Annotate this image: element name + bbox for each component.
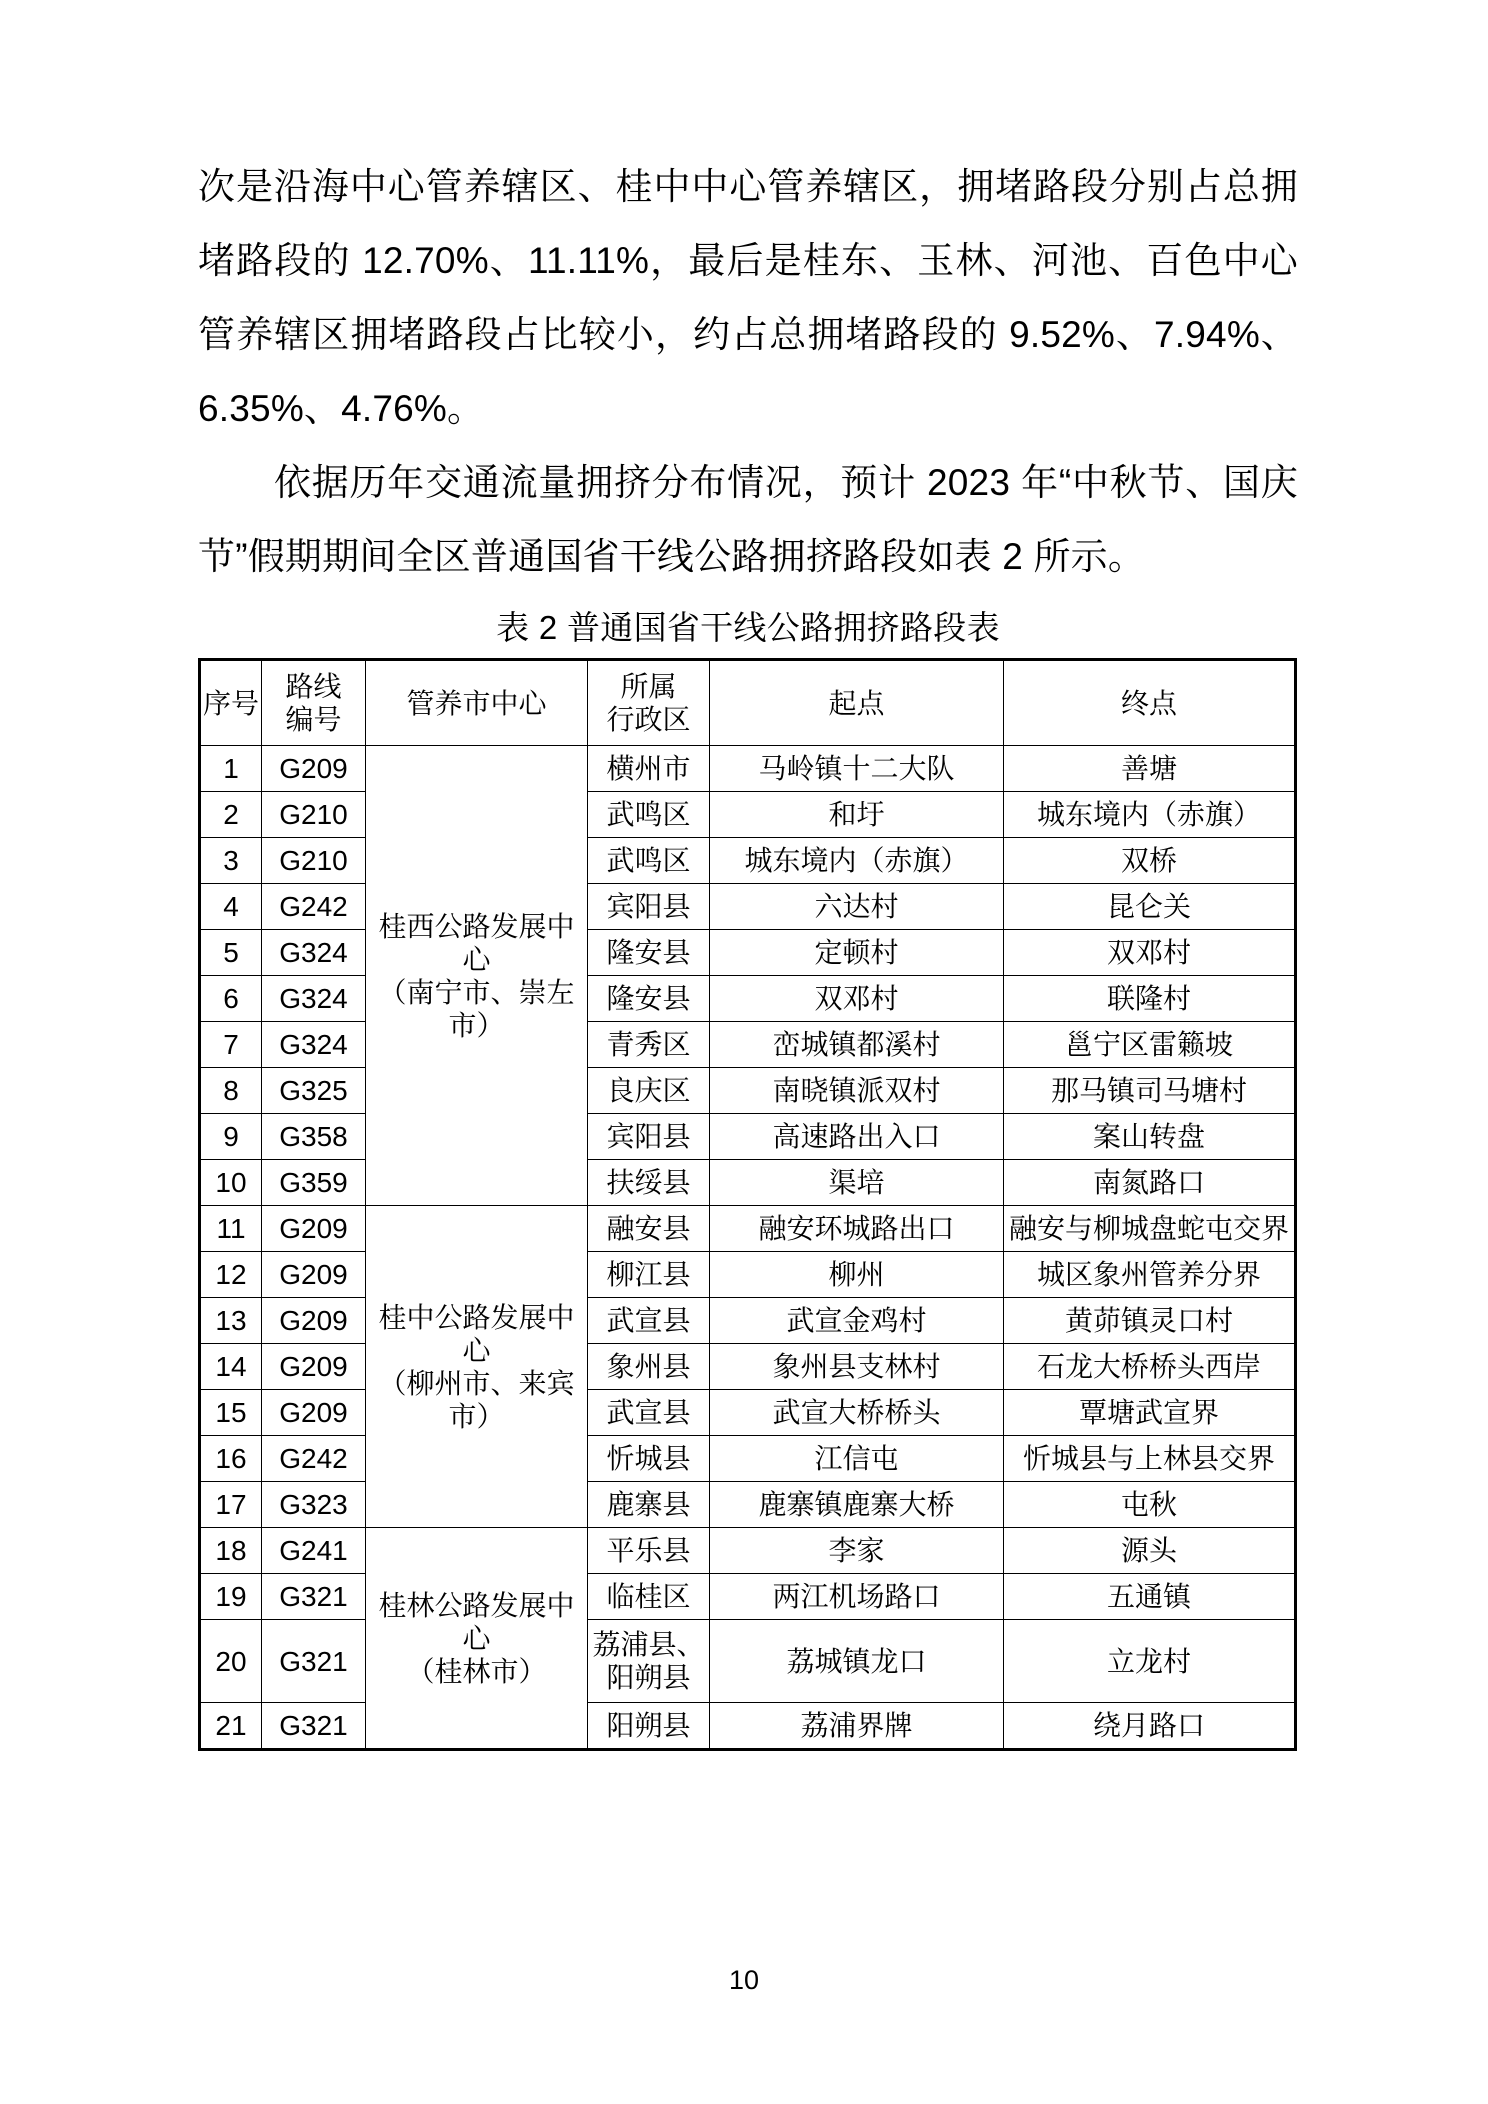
header-start-point: 起点 — [710, 660, 1004, 746]
cell-route-number: G324 — [262, 976, 366, 1022]
header-route-number — [262, 660, 366, 746]
cell-route-number: G209 — [262, 1252, 366, 1298]
cell-seq: 7 — [200, 1022, 262, 1068]
cell-admin-region: 武宣县 — [588, 1298, 710, 1344]
cell-end-point: 绕月路口 — [1004, 1703, 1296, 1750]
cell-route-number: G210 — [262, 838, 366, 884]
cell-end-point: 双桥 — [1004, 838, 1296, 884]
cell-end-point: 立龙村 — [1004, 1620, 1296, 1703]
cell-end-point: 南氮路口 — [1004, 1160, 1296, 1206]
header-admin-line1: 所属 — [620, 671, 677, 702]
header-route-line1: 路线 — [285, 671, 342, 702]
table-header-row — [200, 660, 1296, 746]
cell-seq: 19 — [200, 1574, 262, 1620]
cell-start-point: 武宣大桥桥头 — [710, 1390, 1004, 1436]
cell-admin-region: 阳朔县 — [588, 1703, 710, 1750]
center-name-line1: 桂西公路发展中心 — [378, 910, 575, 975]
table-row — [200, 1620, 1296, 1703]
cell-admin-region: 鹿寨县 — [588, 1482, 710, 1528]
header-admin-line2: 行政区 — [606, 704, 691, 735]
cell-seq: 8 — [200, 1068, 262, 1114]
cell-start-point: 柳州 — [710, 1252, 1004, 1298]
cell-seq: 5 — [200, 930, 262, 976]
cell-route-number: G321 — [262, 1703, 366, 1750]
cell-seq: 21 — [200, 1703, 262, 1750]
table-row — [200, 884, 1296, 930]
cell-route-number: G209 — [262, 1344, 366, 1390]
cell-seq: 16 — [200, 1436, 262, 1482]
cell-seq: 12 — [200, 1252, 262, 1298]
cell-seq: 1 — [200, 746, 262, 792]
table-row — [200, 746, 1296, 792]
cell-start-point: 融安环城路出口 — [710, 1206, 1004, 1252]
table-row — [200, 838, 1296, 884]
cell-admin-region: 宾阳县 — [588, 1114, 710, 1160]
cell-end-point: 城区象州管养分界 — [1004, 1252, 1296, 1298]
table-row — [200, 1022, 1296, 1068]
table-row — [200, 1482, 1296, 1528]
cell-start-point: 定顿村 — [710, 930, 1004, 976]
cell-end-point: 覃塘武宣界 — [1004, 1390, 1296, 1436]
cell-start-point: 渠培 — [710, 1160, 1004, 1206]
cell-seq: 18 — [200, 1528, 262, 1574]
header-end-point: 终点 — [1004, 660, 1296, 746]
table-row — [200, 1574, 1296, 1620]
table-row — [200, 1160, 1296, 1206]
table-row — [200, 1298, 1296, 1344]
header-seq: 序号 — [200, 660, 262, 746]
cell-admin-region: 融安县 — [588, 1206, 710, 1252]
paragraph-1: 次是沿海中心管养辖区、桂中中心管养辖区，拥堵路段分别占总拥堵路段的 12.70%、11.11%，最后是桂东、玉林、河池、百色中心管养辖区拥堵路段占比较小，约占总拥堵路段的 9.52%、7.94%、6.35%、4.76%。 — [198, 166, 1298, 429]
cell-seq: 20 — [200, 1620, 262, 1703]
cell-start-point: 江信屯 — [710, 1436, 1004, 1482]
cell-end-point: 联隆村 — [1004, 976, 1296, 1022]
cell-seq: 13 — [200, 1298, 262, 1344]
cell-start-point: 南晓镇派双村 — [710, 1068, 1004, 1114]
cell-admin-region: 宾阳县 — [588, 884, 710, 930]
table-caption: 表 2 普通国省干线公路拥挤路段表 — [496, 609, 1000, 646]
cell-route-number: G209 — [262, 746, 366, 792]
cell-start-point: 六达村 — [710, 884, 1004, 930]
center-name-line1: 桂林公路发展中心 — [378, 1589, 575, 1654]
cell-seq: 15 — [200, 1390, 262, 1436]
cell-end-point: 源头 — [1004, 1528, 1296, 1574]
cell-start-point: 荔浦界牌 — [710, 1703, 1004, 1750]
cell-seq: 2 — [200, 792, 262, 838]
cell-seq: 17 — [200, 1482, 262, 1528]
cell-seq: 4 — [200, 884, 262, 930]
cell-start-point: 象州县支林村 — [710, 1344, 1004, 1390]
table-row — [200, 976, 1296, 1022]
cell-start-point: 峦城镇都溪村 — [710, 1022, 1004, 1068]
cell-end-point: 忻城县与上林县交界 — [1004, 1436, 1296, 1482]
table-row — [200, 1344, 1296, 1390]
cell-route-number: G209 — [262, 1390, 366, 1436]
cell-route-number: G321 — [262, 1620, 366, 1703]
cell-route-number: G242 — [262, 1436, 366, 1482]
cell-route-number: G324 — [262, 930, 366, 976]
center-name-line2: （柳州市、来宾市） — [378, 1367, 575, 1432]
table-row — [200, 1114, 1296, 1160]
cell-start-point: 城东境内（赤旗） — [710, 838, 1004, 884]
cell-admin-region — [588, 1620, 710, 1703]
cell-admin-region: 武鸣区 — [588, 838, 710, 884]
table-row — [200, 1436, 1296, 1482]
cell-end-point: 案山转盘 — [1004, 1114, 1296, 1160]
cell-route-number: G324 — [262, 1022, 366, 1068]
cell-route-number: G359 — [262, 1160, 366, 1206]
cell-seq: 11 — [200, 1206, 262, 1252]
cell-route-number: G358 — [262, 1114, 366, 1160]
cell-admin-region: 隆安县 — [588, 976, 710, 1022]
cell-end-point: 邕宁区雷籁坡 — [1004, 1022, 1296, 1068]
congested-sections-table — [198, 658, 1297, 1751]
cell-admin-region: 扶绥县 — [588, 1160, 710, 1206]
header-route-line2: 编号 — [285, 704, 342, 735]
table-row — [200, 792, 1296, 838]
cell-start-point: 马岭镇十二大队 — [710, 746, 1004, 792]
cell-route-number: G209 — [262, 1298, 366, 1344]
cell-admin-region: 平乐县 — [588, 1528, 710, 1574]
cell-end-point: 屯秋 — [1004, 1482, 1296, 1528]
cell-route-number: G321 — [262, 1574, 366, 1620]
cell-start-point: 武宣金鸡村 — [710, 1298, 1004, 1344]
table-row — [200, 1206, 1296, 1252]
cell-end-point: 城东境内（赤旗） — [1004, 792, 1296, 838]
cell-admin-region: 忻城县 — [588, 1436, 710, 1482]
page-content — [198, 150, 1298, 1751]
cell-route-number: G210 — [262, 792, 366, 838]
cell-end-point: 石龙大桥桥头西岸 — [1004, 1344, 1296, 1390]
cell-route-number: G242 — [262, 884, 366, 930]
cell-route-number: G325 — [262, 1068, 366, 1114]
cell-maintenance-center — [366, 1206, 588, 1528]
cell-start-point: 两江机场路口 — [710, 1574, 1004, 1620]
cell-maintenance-center — [366, 1528, 588, 1750]
cell-end-point: 融安与柳城盘蛇屯交界 — [1004, 1206, 1296, 1252]
cell-end-point: 双邓村 — [1004, 930, 1296, 976]
paragraph-2: 依据历年交通流量拥挤分布情况，预计 2023 年“中秋节、国庆节”假期期间全区普通国省干线公路拥挤路段如表 2 所示。 — [198, 462, 1298, 577]
table-row — [200, 1390, 1296, 1436]
cell-admin-region: 青秀区 — [588, 1022, 710, 1068]
cell-admin-region: 隆安县 — [588, 930, 710, 976]
table-header — [200, 660, 1296, 746]
cell-seq: 3 — [200, 838, 262, 884]
cell-admin-region: 柳江县 — [588, 1252, 710, 1298]
cell-end-point: 那马镇司马塘村 — [1004, 1068, 1296, 1114]
table-row — [200, 930, 1296, 976]
header-maintenance-center: 管养市中心 — [366, 660, 588, 746]
table-row — [200, 1252, 1296, 1298]
cell-start-point: 双邓村 — [710, 976, 1004, 1022]
page-number: 10 — [728, 1965, 760, 1995]
table-row — [200, 1528, 1296, 1574]
admin-line1: 荔浦县、 — [592, 1629, 705, 1660]
table-row — [200, 1068, 1296, 1114]
cell-end-point: 昆仑关 — [1004, 884, 1296, 930]
table-body — [200, 746, 1296, 1750]
cell-route-number: G209 — [262, 1206, 366, 1252]
center-name-line2: （南宁市、崇左市） — [378, 976, 575, 1041]
admin-line2: 阳朔县 — [606, 1662, 691, 1693]
cell-route-number: G241 — [262, 1528, 366, 1574]
cell-seq: 6 — [200, 976, 262, 1022]
center-name-line1: 桂中公路发展中心 — [378, 1301, 575, 1366]
cell-start-point: 和圩 — [710, 792, 1004, 838]
cell-start-point: 李家 — [710, 1528, 1004, 1574]
cell-admin-region: 临桂区 — [588, 1574, 710, 1620]
header-admin-region — [588, 660, 710, 746]
cell-seq: 9 — [200, 1114, 262, 1160]
cell-seq: 14 — [200, 1344, 262, 1390]
cell-end-point: 黄茆镇灵口村 — [1004, 1298, 1296, 1344]
center-name-line2: （桂林市） — [406, 1655, 547, 1687]
cell-end-point: 善塘 — [1004, 746, 1296, 792]
cell-route-number: G323 — [262, 1482, 366, 1528]
cell-maintenance-center — [366, 746, 588, 1206]
cell-start-point: 高速路出入口 — [710, 1114, 1004, 1160]
cell-seq: 10 — [200, 1160, 262, 1206]
cell-admin-region: 良庆区 — [588, 1068, 710, 1114]
cell-start-point: 鹿寨镇鹿寨大桥 — [710, 1482, 1004, 1528]
cell-start-point: 荔城镇龙口 — [710, 1620, 1004, 1703]
cell-admin-region: 横州市 — [588, 746, 710, 792]
table-row — [200, 1703, 1296, 1750]
cell-end-point: 五通镇 — [1004, 1574, 1296, 1620]
cell-admin-region: 武宣县 — [588, 1390, 710, 1436]
cell-admin-region: 象州县 — [588, 1344, 710, 1390]
cell-admin-region: 武鸣区 — [588, 792, 710, 838]
